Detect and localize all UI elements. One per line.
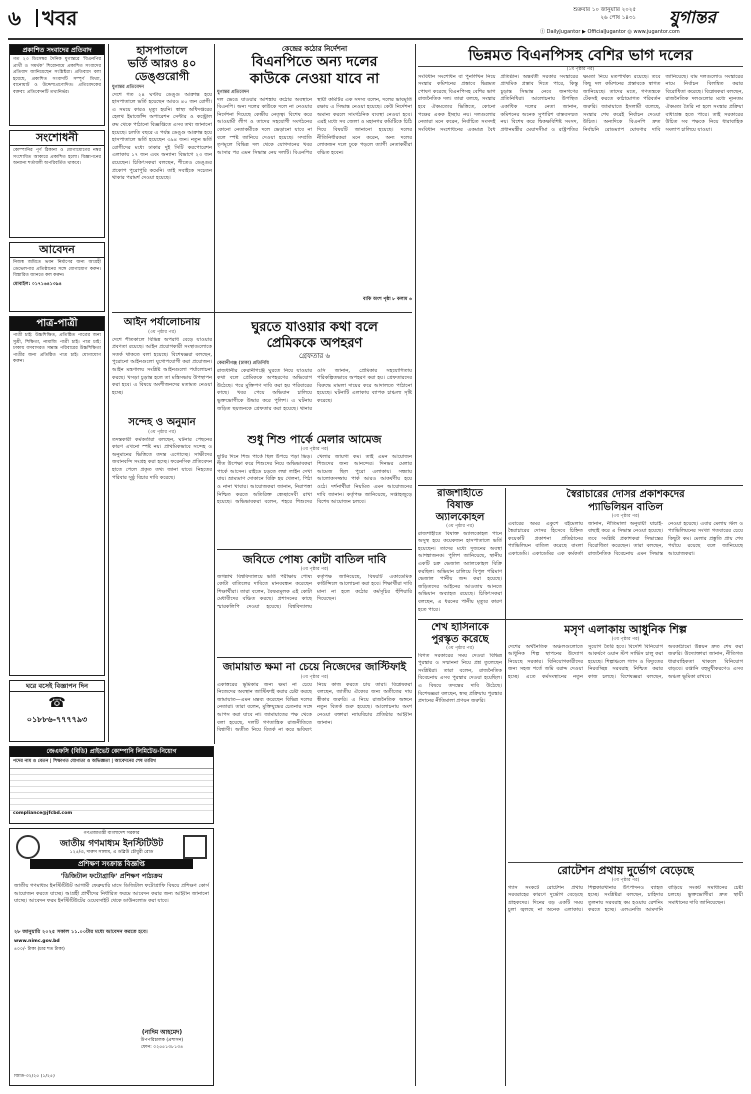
industry-page-ref: (৩য় পৃষ্ঠার পর)	[611, 637, 640, 642]
page-header	[8, 6, 743, 30]
jamaat-story	[217, 660, 412, 1086]
gov-website[interactable]: www.nimc.gov.bd	[14, 938, 60, 944]
rotation-body: গ্যাস সংকটে রোটেশন প্রথায় সরবরাহের কারণে দুর্ভোগ বেড়েছে গ্রাহকদের। দিনের বড় একটি সময় চুলা জ্বলছে না অনেক এলাকায়। শিল্পকারখানার উৎপাদনও ব্যাহত হচ্ছে। সংশ্লিষ্টরা বলছেন, চাহিদার তুলনায় সরবরাহ কম হওয়ায় রেশনিং করতে হচ্ছে। এলএনজি আমদানি বাড়িয়ে সংকট সমাধানের চেষ্টা চলছে। ভুক্তভোগীরা দ্রুত স্থায়ী সমাধানের দাবি জানিয়েছেন।	[508, 884, 743, 914]
company-ad-text: পদের নাম ও বেতন | শিক্ষাগত যোগ্যতা ও অভিজ্ঞতা | আবেদনের শেষ তারিখ	[10, 757, 213, 769]
header-rule	[8, 38, 743, 40]
rotation-story	[508, 862, 743, 1086]
appeal-title: আবেদন	[10, 243, 104, 258]
rotation-page-ref: (৩য় পৃষ্ঠার পর)	[611, 878, 640, 883]
appeal-phone: মোবাইল: ০১৭১৬৪১৩৯৪	[13, 281, 62, 287]
appeal-box	[9, 242, 105, 312]
sheikh-headline-2: পুরস্কৃত করেছে	[431, 634, 489, 645]
column-divider	[214, 44, 215, 744]
page-number: ৬	[8, 6, 22, 30]
gov-notice	[9, 828, 214, 1086]
correction-text: গত ২৩ ডিসেম্বর দৈনিক যুগান্তরে 'বিএনপির প্রার্থী ও সমর্থক' শিরোনামে প্রকাশিত সংবাদের প্রতিবাদ জানিয়েছেন সংশ্লিষ্টরা। প্রতিবাদে বলা হয়েছে, প্রকাশিত সংবাদটি সম্পূর্ণ মিথ্যা, বানোয়াট ও উদ্দেশ্যপ্রণোদিত। প্রতিবেদকের বক্তব্য: প্রতিবেদনটি তথ্যনির্ভর।	[13, 57, 101, 95]
hospital-body: দেশে গত ২৪ ঘণ্টায় ডেঙ্গু আক্রান্ত হয়ে হাসপাতালে ভর্তি হয়েছেন আরও ৪০ জন রোগী। এ সময়ে কারও মৃত্যু হয়নি। স্বাস্থ্য অধিদপ্তরের হেলথ ইমার্জেন্সি অপারেশন সেন্টার ও কন্ট্রোল রুম থেকে পাঠানো বিজ্ঞপ্তিতে এসব তথ্য জানানো হয়েছে। চলতি বছরে এ পর্যন্ত ডেঙ্গু আক্রান্ত হয়ে হাসপাতালে ভর্তি হয়েছেন ৩৯৪ জন। নতুন ভর্তি রোগীদের মধ্যে ঢাকার দুই সিটি করপোরেশন এলাকায় ১৭ জন এবং অন্যান্য বিভাগে ২৩ জন রয়েছেন। চিকিৎসকরা বলছেন, শীতেও ডেঙ্গুর প্রকোপ পুরোপুরি কমেনি। তাই সবাইকে সচেতন থাকার পরামর্শ দেওয়া হয়েছে।	[112, 91, 212, 182]
hospital-story	[112, 44, 212, 310]
bnp-body: দল ভেঙে যাওয়ার আশঙ্কায় কঠোর অবস্থানে বিএনপি। অন্য দলের কাউকে দলে না নেওয়ার নির্দেশনা দিয়েছে কেন্দ্রীয় নেতৃত্ব। বিশেষ করে আওয়ামী লীগ ও তাদের সহযোগী সংগঠনের কোনো নেতাকর্মীকে দলে ভেড়ানো যাবে না বলে স্পষ্ট জানিয়ে দেওয়া হয়েছে। সম্প্রতি তৃণমূলে বিভিন্ন দল থেকে যোগদানের খবর আসার পর এমন সিদ্ধান্ত নেয় দলটি। বিএনপির স্থায়ী কমিটির এক সদস্য বলেন, দলের ভাবমূর্তি রক্ষায় এ সিদ্ধান্ত নেওয়া হয়েছে। কেউ নির্দেশনা অমান্য করলে সাংগঠনিক ব্যবস্থা নেওয়া হবে। এরই মধ্যে সব জেলা ও মহানগর কমিটিকে চিঠি দিয়ে বিষয়টি জানানো হয়েছে। দলের নীতিনির্ধারকরা মনে করেন, অন্য দলের লোকজন দলে ঢুকে পড়লে ত্যাগী নেতাকর্মীরা বঞ্চিত হবেন।	[217, 96, 412, 156]
row-divider	[418, 485, 743, 486]
doubt-page-ref: (৩য় পৃষ্ঠার পর)	[148, 430, 176, 435]
sheikh-story	[418, 622, 502, 1086]
gov-sign-role: উপপরিচালক (প্রশাসন)	[140, 1038, 184, 1043]
gov-fee: ৪০০/- টাকা (চার শত টাকা)	[14, 947, 65, 953]
fair-body: ছুটির দিনে শিশু পার্কে ছিল উপচে পড়া ভিড়। শীত উপেক্ষা করে শিশুদের নিয়ে অভিভাবকরা পার্কে আসেন। রাইডে চড়তে লম্বা লাইন দেখা যায়। ভ্রাম্যমাণ দোকানে বিক্রি হয় খেলনা, পিঠা ও নানা খাবার। আয়োজকরা জানান, নিরাপত্তা নিশ্চিত করতে অতিরিক্ত স্বেচ্ছাসেবী রাখা হয়েছে। অভিভাবকরা বলেন, শহরে শিশুদের খেলার জায়গা কম। তাই এমন আয়োজন শিশুদের জন্য আনন্দের। দিনভর মেলার আমেজ ছিল পুরো এলাকায়। সন্ধ্যায় আলোকসজ্জায় পার্ক আরও আকর্ষণীয় হয়ে ওঠে। দর্শনার্থীরা নিয়মিত এমন আয়োজনের দাবি জানান। কর্তৃপক্ষ জানিয়েছে, সপ্তাহজুড়ে বিশেষ আয়োজন চলবে।	[217, 453, 412, 506]
jamaat-body: একাত্তরের ভূমিকার জন্য ক্ষমা না চেয়ে নিজেদের অবস্থান জাস্টিফাই করার চেষ্টা করছে জামায়াত—এমন মন্তব্য করেছেন বিভিন্ন দলের নেতারা। তারা বলেন, মুক্তিযুদ্ধের চেতনার সঙ্গে আপস করা যাবে না। জামায়াতের পক্ষ থেকে বলা হয়েছে, দলটি গণতান্ত্রিক রাজনীতিতে বিশ্বাসী। অতীত নিয়ে বিতর্ক না করে ভবিষ্যৎ নিয়ে কাজ করতে চায় তারা। বিশ্লেষকরা বলছেন, জাতীয় ঐক্যের জন্য অতীতের দায় স্বীকার জরুরি। এ নিয়ে রাজনৈতিক অঙ্গনে নতুন বিতর্ক শুরু হয়েছে। আলোচনায় অংশ নেওয়া বক্তারা ন্যায়বিচার প্রতিষ্ঠার আহ্বান জানান।	[217, 681, 412, 734]
doubt-story	[112, 416, 212, 528]
appeal-text: নিজস্ব জমিতে ভবন নির্মাণের জন্য আগ্রহী ডেভেলপার প্রতিষ্ঠানের সঙ্গে যোগাযোগ করুন। বিস্তারিত জানতে কল করুন।	[13, 260, 101, 279]
hospital-headline-3: ডেঙ্গুরোগী	[134, 70, 190, 83]
gov-logo-icon	[183, 835, 207, 859]
gov-id: জিডি-৩২/২৫ (১/২৫)	[14, 1074, 55, 1079]
rajshahi-page-ref: (৩য় পৃষ্ঠার পর)	[446, 524, 474, 529]
bnp-continued: বাকি অংশ পৃষ্ঠা ৮ কলাম ৬	[362, 296, 412, 302]
quota-page-ref: (৩য় পৃষ্ঠার পর)	[300, 567, 329, 572]
hospital-headline-2: ভর্তি আরও ৪০	[127, 57, 197, 70]
rajshahi-headline-2: বিষাক্ত	[446, 500, 474, 511]
header-social-strip	[540, 28, 743, 37]
law-story	[112, 316, 212, 412]
rajshahi-story	[418, 488, 502, 618]
date-line: শুক্রবার ১০ জানুয়ারি ২০২৫	[573, 7, 636, 13]
website-link[interactable]: www.jugantor.com	[633, 29, 680, 35]
fair-headline: শুধু শিশু পার্কে মেলার আমেজ	[247, 433, 382, 446]
gov-phone: ফোন: ০২৫৫১৩৮১৩৪	[140, 1044, 184, 1050]
kidnap-headline-1: ঘুরতে যাওয়ার কথা বলে	[251, 320, 378, 335]
quota-headline: জবিতে পোষ্য কোটা বাতিল দাবি	[242, 553, 387, 566]
correction-box	[9, 44, 105, 126]
quota-story	[217, 552, 412, 656]
gov-address: ১২৫/এ, দারুস সালাম, এ ডব্লিউ চৌধুরী রোড	[69, 849, 154, 855]
doubt-headline: সন্দেহ ও অনুমান	[128, 417, 196, 428]
gov-notice-title: প্রশিক্ষণ সংক্রান্ত বিজ্ঞপ্তি	[30, 859, 193, 869]
rajshahi-headline-3: অ্যালকোহল	[435, 512, 485, 523]
company-ad	[9, 746, 214, 824]
industry-headline: মসৃণ এলাকায় আধুনিক শিল্প	[564, 623, 687, 636]
pavilion-body: এবারের অমর একুশে বইমেলায় স্বৈরাচারের দোসর হিসেবে চিহ্নিত কয়েকটি প্রকাশনা প্রতিষ্ঠানের প্যাভিলিয়ন বাতিল করেছে বাংলা একাডেমি। একাডেমির এক কর্মকর্তা জানান, নীতিমালা অনুযায়ী যাচাই-বাছাই করে এ সিদ্ধান্ত নেওয়া হয়েছে। তবে সংশ্লিষ্ট প্রকাশকরা সিদ্ধান্তের বিরোধিতা করেছেন। তারা বলছেন, রাজনৈতিক বিবেচনায় এমন সিদ্ধান্ত নেওয়া হয়েছে। এবার মেলায় স্টল ও প্যাভিলিয়নের সংখ্যা গতবারের চেয়ে কিছুটা কম। মেলার প্রস্তুতি প্রায় শেষ পর্যায়ে রয়েছে বলে জানিয়েছে আয়োজকরা।	[508, 520, 743, 557]
industry-body: দেশের অর্থনৈতিক অঞ্চলগুলোতে আধুনিক শিল্প স্থাপনের উদ্যোগ নিয়েছে সরকার। বিনিয়োগকারীদের জন্য সহজ শর্তে জমি বরাদ্দ দেওয়া হচ্ছে। এতে কর্মসংস্থানের নতুন সুযোগ তৈরি হবে। বিদেশি বিনিয়োগ আকর্ষণে ওয়ান স্টপ সার্ভিস চালু করা হয়েছে। শিল্পাঞ্চলে গ্যাস ও বিদ্যুতের নিরবচ্ছিন্ন সরবরাহ নিশ্চিত করার কাজ চলছে। বিশেষজ্ঞরা বলছেন, অবকাঠামো উন্নয়ন দ্রুত শেষ করা জরুরি। উদ্যোক্তারা জানান, নীতিগত ধারাবাহিকতা থাকলে বিনিয়োগ বাড়বে। রপ্তানি বহুমুখীকরণেও এসব অঞ্চল ভূমিকা রাখবে।	[508, 643, 743, 680]
company-ad-body	[10, 769, 213, 811]
sheikh-headline-1: শেখ হাসিনাকে	[431, 622, 489, 633]
home-ad-box	[9, 680, 105, 742]
gov-signature	[117, 1027, 207, 1067]
row-divider	[112, 312, 412, 313]
gov-title: জাতীয় গণমাধ্যম ইনস্টিটিউট	[59, 838, 164, 849]
kidnap-byline: কেরানীগঞ্জ (ঢাকা) প্রতিনিধি	[217, 361, 269, 366]
law-page-ref: (৩য় পৃষ্ঠার পর)	[148, 330, 176, 335]
pavilion-headline-1: স্বৈরাচারের দোসর প্রকাশকদের	[566, 489, 685, 500]
gov-header: গণপ্রজাতন্ত্রী বাংলাদেশ সরকার	[83, 831, 140, 836]
pavilion-page-ref: (৩য় পৃষ্ঠার পর)	[611, 514, 640, 519]
column-divider	[108, 44, 109, 742]
rajshahi-body: রাজশাহীতে বিষাক্ত অ্যালকোহল পানে অসুস্থ হয়ে কয়েকজন হাসপাতালে ভর্তি হয়েছেন। তাদের মধ্যে দুজনের অবস্থা আশঙ্কাজনক। পুলিশ জানিয়েছে, স্থানীয় একটি চক্র ভেজাল অ্যালকোহল বিক্রি করছিল। অভিযান চালিয়ে বিপুল পরিমাণ ভেজাল পানীয় জব্দ করা হয়েছে। জড়িতদের আইনের আওতায় আনতে অভিযান অব্যাহত রয়েছে। চিকিৎসকরা বলছেন, এ ধরনের পানীয় মৃত্যুর কারণ হতে পারে।	[418, 530, 502, 613]
fair-story	[217, 432, 412, 548]
home-ad-title: ঘরে বসেই বিজ্ঞাপন দিন	[10, 681, 104, 692]
gov-subtitle: 'ডিজিটাল ফটোগ্রাফি' প্রশিক্ষণ পাঠ্যক্রম	[60, 872, 163, 881]
social-handle-2[interactable]: OfficialJugantor	[587, 29, 626, 35]
opinion-page-ref: (১ম পৃষ্ঠার পর)	[566, 67, 595, 72]
globe-icon: ◎	[627, 29, 632, 35]
gov-deadline: ২৮ জানুয়ারি ২০২৫ সকাল ১১.০০টার মধ্যে আবেদন করতে হবে।	[14, 929, 148, 936]
date-line-2: ২৬ পৌষ ১৪৩১	[600, 15, 636, 21]
opinion-headline: ভিন্নমত বিএনপিসহ বেশির ভাগ দলের	[418, 44, 743, 67]
sheikh-page-ref: (৩য় পৃষ্ঠার পর)	[446, 646, 474, 651]
facebook-icon: ⓕ	[540, 29, 546, 35]
row-divider	[217, 549, 412, 550]
rajshahi-headline-1: রাজশাহীতে	[437, 488, 483, 499]
bnp-story	[217, 44, 412, 316]
company-ad-email[interactable]: compliance@jfcbd.com	[13, 810, 73, 816]
sheikh-body: বিগত সরকারের সময় দেওয়া বিভিন্ন পুরস্কার ও সম্মাননা নিয়ে প্রশ্ন তুলেছেন সংশ্লিষ্টরা। তারা বলেন, রাজনৈতিক বিবেচনায় এসব পুরস্কার দেওয়া হয়েছিল। এ বিষয়ে তদন্তের দাবি উঠেছে। বিশেষজ্ঞরা বলছেন, স্বচ্ছ প্রক্রিয়ায় পুরস্কার প্রদানের নীতিমালা প্রণয়ন জরুরি।	[418, 652, 502, 705]
notice-title: সংশোধনী	[10, 131, 104, 146]
kidnap-headline-2: প্রেমিককে অপহরণ	[266, 336, 363, 351]
matrimony-box	[9, 316, 105, 676]
notice-text: কোম্পানির পূর্ণ ঠিকানা ও যোগাযোগের নম্বর সংশোধিত আকারে প্রকাশিত হলো। বিজ্ঞাপনের অন্যান্য শর্তাবলী অপরিবর্তিত থাকবে।	[13, 148, 101, 167]
kidnap-story	[217, 320, 412, 428]
company-ad-title: জেএফসি (বিডি) প্রাইভেট কোম্পানি লিমিটেড-নিয়োগ	[10, 747, 213, 757]
fair-page-ref: (৩য় পৃষ্ঠার পর)	[300, 447, 329, 452]
correction-title: প্রকাশিত সংবাদের প্রতিবাদ	[10, 45, 104, 55]
brand-logo: যুগান্তর	[669, 8, 716, 28]
phone-icon: ☎	[48, 695, 66, 711]
kidnap-subtitle: গ্রেফতার ৬	[298, 352, 331, 360]
hospital-headline-1: হাসপাতালে	[136, 44, 188, 57]
youtube-icon: ▶	[581, 29, 586, 35]
social-handle[interactable]: DailyJugantor	[546, 29, 581, 35]
bnp-headline-2: কাউকে নেওয়া যাবে না	[249, 71, 380, 87]
notice-box	[9, 130, 105, 238]
column-divider	[505, 488, 506, 1086]
industry-story	[508, 622, 743, 858]
bnp-kicker: কেন্দ্রের কঠোর নির্দেশনা	[281, 45, 348, 53]
jamaat-headline: জামায়াত ক্ষমা না চেয়ে নিজেদের জাস্টিফাই	[222, 661, 407, 673]
row-divider	[418, 619, 743, 620]
hospital-byline: যুগান্তর প্রতিবেদন	[112, 85, 145, 90]
gov-sign-name: (নাদিম আহমেদ)	[141, 1029, 183, 1036]
pavilion-story	[508, 488, 743, 618]
pavilion-headline-2: প্যাভিলিয়ন বাতিল	[588, 502, 663, 513]
kidnap-body: রাজধানীর কেরানীগঞ্জে ঘুরতে নিয়ে যাওয়ার কথা বলে প্রেমিককে অপহরণের অভিযোগ উঠেছে। পরে মুক্তিপণ দাবি করা হয় পরিবারের কাছে। খবর পেয়ে অভিযান চালিয়ে ভুক্তভোগীকে উদ্ধার করে পুলিশ। এ ঘটনায় জড়িত ছয়জনকে গ্রেফতার করা হয়েছে। থানার ওসি জানান, প্রেমিকার সহযোগিতায় পরিকল্পিতভাবে অপহরণ করা হয়। গ্রেফতারদের বিরুদ্ধে মামলা দায়ের করে আদালতে পাঠানো হয়েছে। ঘটনাটি এলাকায় ব্যাপক চাঞ্চল্য সৃষ্টি করেছে।	[217, 367, 412, 412]
column-divider	[415, 44, 416, 1086]
gov-body: জাতীয় গণমাধ্যম ইনস্টিটিউট আগামী ফেব্রুয়ারি মাসে ডিজিটাল ফটোগ্রাফি বিষয়ে প্রশিক্ষণ কোর্স আয়োজন করতে যাচ্ছে। আগ্রহী প্রার্থীদের নির্ধারিত ফরমে আবেদন করার জন্য আহ্বান জানানো যাচ্ছে। আবেদন ফরম ইনস্টিটিউটের ওয়েবসাইট থেকে ডাউনলোড করা যাবে।	[14, 883, 209, 905]
law-body: দেশে শীতকালে বিভিন্ন অপরাধ বেড়ে যাওয়ার প্রবণতা রয়েছে। আইন প্রয়োগকারী সংস্থাগুলোকে সতর্ক থাকতে বলা হয়েছে। বিশেষজ্ঞরা বলছেন, পুরোনো আইনগুলো যুগোপযোগী করা প্রয়োজন। আইন মন্ত্রণালয় সংশ্লিষ্ট আইনগুলো পর্যালোচনা করছে। খসড়া চূড়ান্ত হলে তা মন্ত্রিসভায় উপস্থাপন করা হবে। এ বিষয়ে অংশীজনদের মতামত নেওয়া হচ্ছে।	[112, 336, 212, 396]
bnp-byline: যুগান্তর প্রতিবেদন	[217, 90, 250, 95]
law-headline: আইন পর্যালোচনায়	[123, 317, 201, 328]
quota-body: জগন্নাথ বিশ্ববিদ্যালয়ে ভর্তি পরীক্ষায় পোষ্য কোটা বাতিলের দাবিতে মানববন্ধন করেছেন শিক্ষার্থীরা। তারা বলেন, বৈষম্যমূলক এই কোটা মেধাবীদের বঞ্চিত করছে। প্রশাসনের কাছে স্মারকলিপি দেওয়া হয়েছে। বিশ্ববিদ্যালয় কর্তৃপক্ষ জানিয়েছে, বিষয়টি একাডেমিক কাউন্সিলে আলোচনা করা হবে। শিক্ষার্থীরা দাবি মানা না হলে কঠোর কর্মসূচির হুঁশিয়ারি দিয়েছেন।	[217, 573, 412, 610]
matrimony-text: পাত্রী চাই: উচ্চশিক্ষিত, প্রতিষ্ঠিত পাত্রের জন্য সুশ্রী, শিক্ষিতা, নামাজি পাত্রী চাই। পাত্র চাই: ঢাকায় বসবাসরত সম্ভ্রান্ত পরিবারের উচ্চশিক্ষিতা পাত্রীর জন্য প্রতিষ্ঠিত পাত্র চাই। যোগাযোগ করুন।	[13, 333, 101, 365]
row-divider	[217, 657, 412, 658]
bnp-headline-1: বিএনপিতে অন্য দলের	[251, 54, 378, 70]
rotation-headline: রোটেশন প্রথায় দুর্ভোগ বেড়েছে	[508, 862, 743, 878]
jamaat-page-ref: (৩য় পৃষ্ঠার পর)	[300, 675, 329, 680]
opinion-body: সংবিধান সংশোধন বা পুনর্লিখন নিয়ে সংস্কার কমিশনের প্রস্তাবে ভিন্নমত পোষণ করেছে বিএনপিসহ বেশির ভাগ রাজনৈতিক দল। তারা বলছে, সংস্কার হবে ঐকমত্যের ভিত্তিতে, কোনো পক্ষের একক ইচ্ছায় নয়। দলগুলোর নেতারা মনে করেন, নির্বাচিত সংসদই সংবিধান সংশোধনের একমাত্র বৈধ প্রতিষ্ঠান। অন্তর্বর্তী সরকার সংস্কারের প্রাথমিক প্রস্তাব দিতে পারে, কিন্তু চূড়ান্ত সিদ্ধান্ত নেবে জনগণের প্রতিনিধিরা। আলোচনায় উপস্থিত একাধিক দলের নেতা জানান, কমিশনের অনেক সুপারিশ বাস্তবসম্মত নয়। বিশেষ করে দ্বিকক্ষবিশিষ্ট সংসদ, প্রধানমন্ত্রীর মেয়াদসীমা ও রাষ্ট্রপতির ক্ষমতা নিয়ে মতপার্থক্য রয়েছে। তবে কিছু দল কমিশনের প্রস্তাবকে স্বাগত জানিয়েছে। তাদের মতে, গণতন্ত্রকে টেকসই করতে কাঠামোগত পরিবর্তন জরুরি। জামায়াতে ইসলামী বলেছে, সংস্কার শেষ করেই নির্বাচন দেওয়া উচিত। অন্যদিকে বিএনপি দ্রুত নির্বাচনি রোডম্যাপ ঘোষণার দাবি জানিয়েছে। বাম দলগুলোও সংস্কারের নামে নির্বাচন বিলম্বিত করার বিরোধিতা করেছে। বিশ্লেষকরা বলছেন, রাজনৈতিক দলগুলোর মধ্যে ন্যূনতম ঐকমত্য তৈরি না হলে সংস্কার প্রক্রিয়া বাধাগ্রস্ত হতে পারে। তাই সরকারের উচিত সব পক্ষকে নিয়ে ধারাবাহিক সংলাপ চালিয়ে যাওয়া।	[418, 73, 743, 133]
matrimony-title: পাত্র-পাত্রী	[10, 317, 104, 331]
home-ad-phone[interactable]: ০১৮৮৬-৭৭৭৭৯৩	[26, 715, 88, 724]
section-title: খবর	[42, 6, 78, 30]
gov-emblem-icon	[16, 835, 40, 859]
opinion-story	[418, 44, 743, 484]
doubt-body: তদন্তকারী কর্মকর্তারা বলছেন, ঘটনার পেছনের কারণ এখনো স্পষ্ট নয়। প্রাথমিকভাবে সন্দেহ ও অনুমানের ভিত্তিতে তদন্ত এগোচ্ছে। সাক্ষীদের জবানবন্দি সংগ্রহ করা হচ্ছে। ফরেনসিক প্রতিবেদন হাতে পেলে প্রকৃত তথ্য জানা যাবে। নিহতের পরিবার সুষ্ঠু বিচার দাবি করেছে।	[112, 436, 212, 481]
